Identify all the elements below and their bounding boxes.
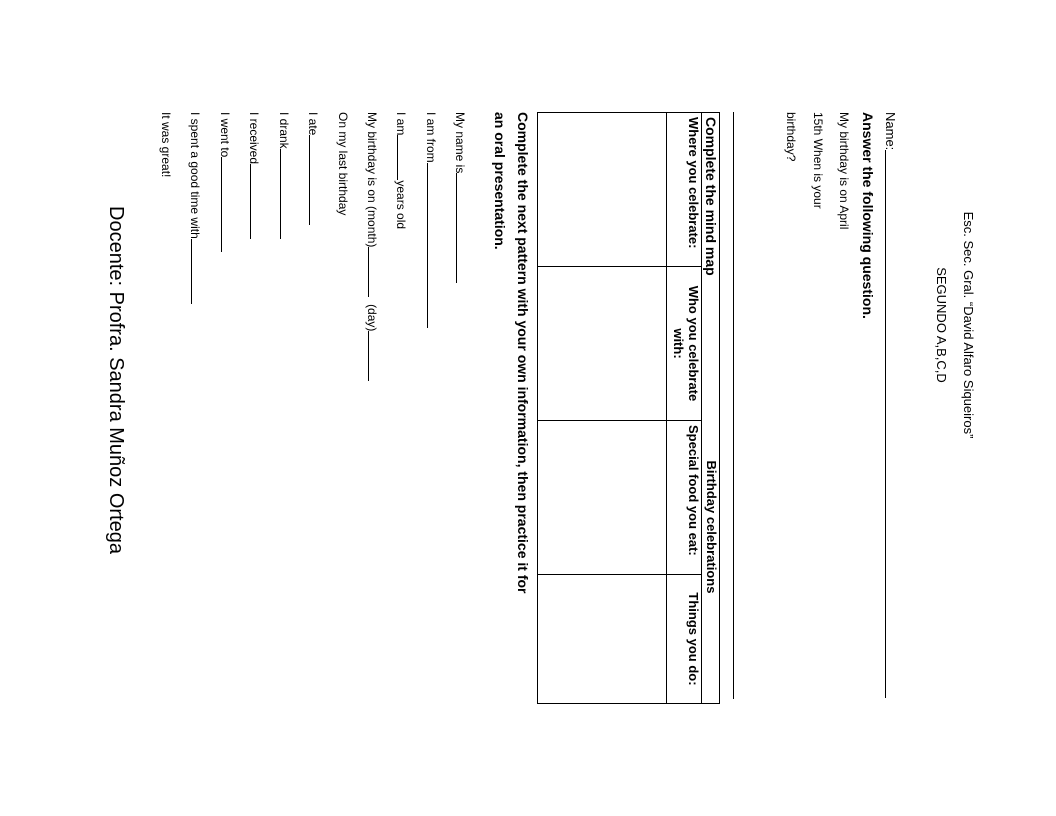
pattern-from: I am from <box>424 112 438 328</box>
pattern-age: I amyears old <box>394 112 408 230</box>
question-heading: Answer the following question. <box>860 112 876 319</box>
my-name-blank[interactable] <box>456 173 458 283</box>
pattern-spent-time: I spent a good time with <box>188 112 202 304</box>
pattern-went-to: I went to <box>218 112 232 252</box>
pattern-received: I received <box>247 112 261 239</box>
cell-things[interactable] <box>538 575 667 704</box>
column-food: Special food you eat: <box>667 421 702 575</box>
teacher-name: Docente: Profra. Sandra Muñoz Ortega <box>105 206 127 554</box>
spent-time-blank[interactable] <box>191 239 193 304</box>
cell-food[interactable] <box>538 421 667 575</box>
column-who: Who you celebrate with: <box>667 267 702 421</box>
name-label: Name: <box>883 112 898 151</box>
name-blank-line <box>885 150 886 698</box>
pattern-drank: I drank <box>277 112 291 239</box>
question-line-2: 15th When is your <box>811 112 825 209</box>
ate-blank[interactable] <box>309 135 311 225</box>
cell-who[interactable] <box>538 267 667 421</box>
pattern-birthday-date: My birthday is on (month) (day) <box>365 112 379 381</box>
went-to-blank[interactable] <box>221 157 223 252</box>
pattern-ate: I ate <box>306 112 320 225</box>
pattern-last-birthday: On my last birthday <box>336 112 350 216</box>
drank-blank[interactable] <box>280 149 282 239</box>
from-blank[interactable] <box>427 163 429 328</box>
pattern-heading: Complete the next pattern with your own information, then practice it for an oral presentation. <box>492 112 531 594</box>
received-blank[interactable] <box>250 164 252 239</box>
mind-map-table <box>537 112 720 704</box>
pattern-was-great: It was great! <box>159 112 173 178</box>
column-where: Where you celebrate: <box>667 113 702 267</box>
question-line-3: birthday? <box>784 112 798 162</box>
pattern-my-name: My name is <box>453 112 467 283</box>
mind-map-title: Complete the mind map <box>702 113 720 421</box>
school-name: Esc. Sec. Gral. “David Alfaro Siqueiros” <box>961 211 976 439</box>
day-blank[interactable] <box>368 331 370 381</box>
mind-map-subtitle: Birthday celebrations <box>702 421 720 704</box>
column-things: Things you do: <box>667 575 702 704</box>
month-blank[interactable] <box>368 247 370 297</box>
answer-blank-line <box>733 112 734 699</box>
cell-where[interactable] <box>538 113 667 267</box>
question-line-1: My birthday is on April <box>837 112 851 230</box>
age-blank[interactable] <box>397 135 399 180</box>
grade-groups: SEGUNDO A,B,C,D <box>934 267 949 383</box>
